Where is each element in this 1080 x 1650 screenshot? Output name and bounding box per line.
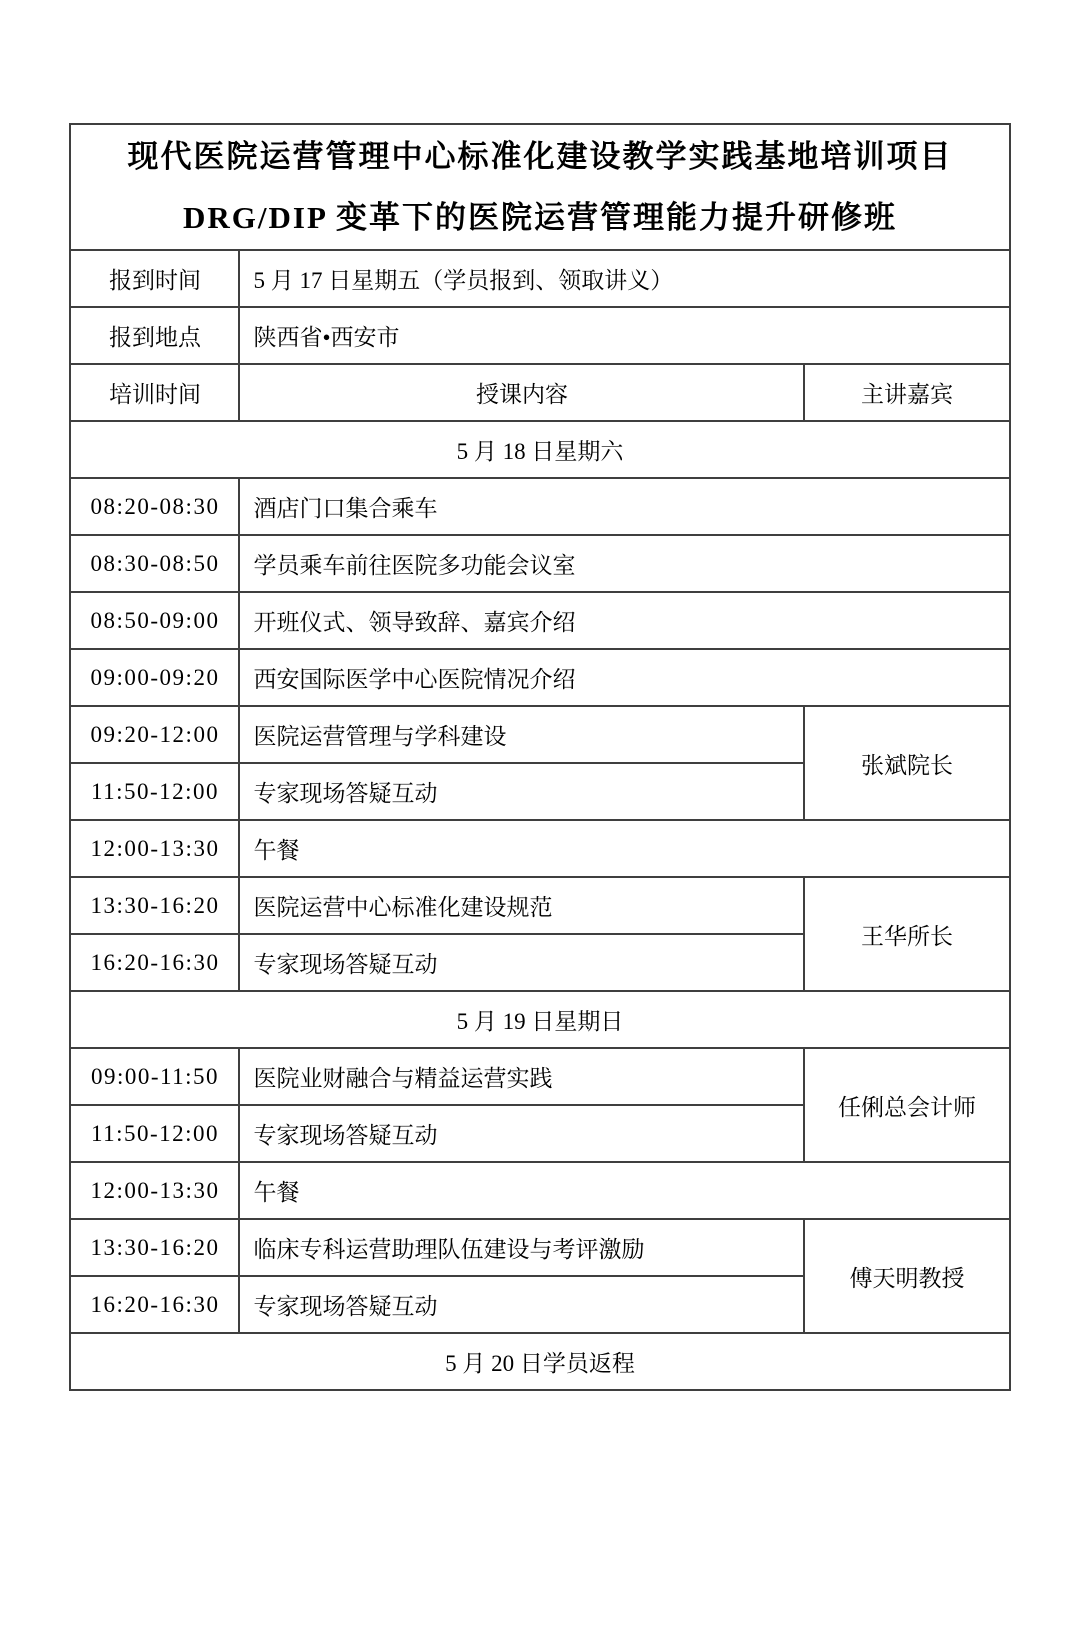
session-time: 12:00-13:30 xyxy=(70,1162,239,1219)
session-time: 08:50-09:00 xyxy=(70,592,239,649)
session-time: 16:20-16:30 xyxy=(70,934,239,991)
header-course-content: 授课内容 xyxy=(239,364,804,421)
schedule-row xyxy=(70,649,1009,706)
session-content: 专家现场答疑互动 xyxy=(239,1105,804,1162)
column-header-row xyxy=(70,364,1009,421)
schedule-row xyxy=(70,877,1009,934)
schedule-row xyxy=(70,1048,1009,1105)
session-time: 13:30-16:20 xyxy=(70,1219,239,1276)
table-title-cell xyxy=(70,124,1009,250)
session-content: 专家现场答疑互动 xyxy=(239,1276,804,1333)
schedule-row xyxy=(70,535,1009,592)
checkin-place-row xyxy=(70,307,1009,364)
session-time: 11:50-12:00 xyxy=(70,1105,239,1162)
title-line-2: DRG/DIP 变革下的医院运营管理能力提升研修班 xyxy=(183,200,897,235)
day-header: 5 月 18 日星期六 xyxy=(70,421,1009,478)
session-time: 11:50-12:00 xyxy=(70,763,239,820)
header-training-time: 培训时间 xyxy=(70,364,239,421)
checkin-time-row xyxy=(70,250,1009,307)
session-content: 酒店门口集合乘车 xyxy=(239,478,1009,535)
day-header: 5 月 19 日星期日 xyxy=(70,991,1009,1048)
checkin-place-value: 陕西省•西安市 xyxy=(239,307,1009,364)
day-header: 5 月 20 日学员返程 xyxy=(70,1333,1009,1390)
session-content: 专家现场答疑互动 xyxy=(239,934,804,991)
session-content: 专家现场答疑互动 xyxy=(239,763,804,820)
session-content: 午餐 xyxy=(239,820,1009,877)
checkin-time-label: 报到时间 xyxy=(70,250,239,307)
session-content: 开班仪式、领导致辞、嘉宾介绍 xyxy=(239,592,1009,649)
session-time: 08:30-08:50 xyxy=(70,535,239,592)
session-speaker: 傅天明教授 xyxy=(804,1219,1009,1333)
session-speaker: 王华所长 xyxy=(804,877,1009,991)
session-time: 12:00-13:30 xyxy=(70,820,239,877)
date-separator-row xyxy=(70,991,1009,1048)
session-content: 医院运营管理与学科建设 xyxy=(239,706,804,763)
session-content: 临床专科运营助理队伍建设与考评激励 xyxy=(239,1219,804,1276)
session-speaker: 任俐总会计师 xyxy=(804,1048,1009,1162)
training-schedule-table xyxy=(69,123,1010,1391)
session-speaker: 张斌院长 xyxy=(804,706,1009,820)
title-row xyxy=(70,124,1009,250)
session-content: 午餐 xyxy=(239,1162,1009,1219)
checkin-time-value: 5 月 17 日星期五（学员报到、领取讲义） xyxy=(239,250,1009,307)
session-content: 学员乘车前往医院多功能会议室 xyxy=(239,535,1009,592)
date-separator-row xyxy=(70,421,1009,478)
schedule-row xyxy=(70,478,1009,535)
checkin-place-label: 报到地点 xyxy=(70,307,239,364)
schedule-row xyxy=(70,706,1009,763)
session-time: 08:20-08:30 xyxy=(70,478,239,535)
schedule-row xyxy=(70,820,1009,877)
session-time: 13:30-16:20 xyxy=(70,877,239,934)
session-content: 医院业财融合与精益运营实践 xyxy=(239,1048,804,1105)
date-separator-row xyxy=(70,1333,1009,1390)
session-time: 09:20-12:00 xyxy=(70,706,239,763)
session-time: 09:00-11:50 xyxy=(70,1048,239,1105)
session-time: 09:00-09:20 xyxy=(70,649,239,706)
schedule-row xyxy=(70,592,1009,649)
schedule-row xyxy=(70,1219,1009,1276)
session-content: 西安国际医学中心医院情况介绍 xyxy=(239,649,1009,706)
header-speaker: 主讲嘉宾 xyxy=(804,364,1009,421)
schedule-row xyxy=(70,1162,1009,1219)
title-line-1: 现代医院运营管理中心标准化建设教学实践基地培训项目 xyxy=(127,139,953,174)
session-time: 16:20-16:30 xyxy=(70,1276,239,1333)
session-content: 医院运营中心标准化建设规范 xyxy=(239,877,804,934)
